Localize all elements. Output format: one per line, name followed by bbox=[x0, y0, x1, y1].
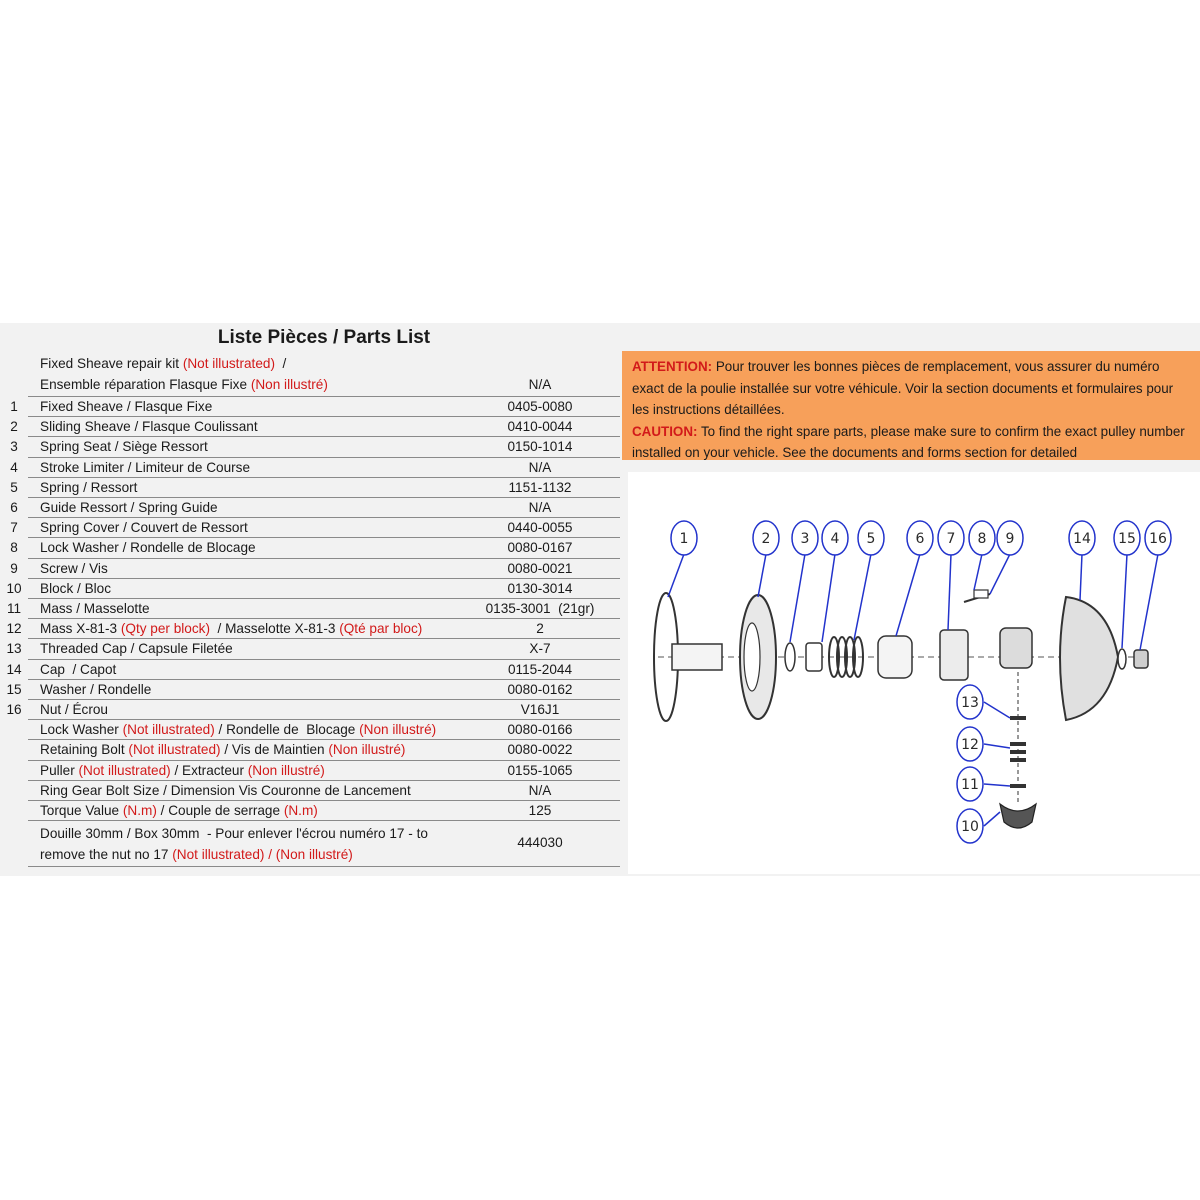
description-text: Spring / Ressort bbox=[40, 479, 138, 495]
note-text: (Qté par bloc) bbox=[339, 621, 423, 637]
part-sliding-sheave-hub bbox=[744, 623, 760, 691]
callout-label: 9 bbox=[1005, 531, 1015, 547]
row-description bbox=[40, 641, 470, 656]
caution-text: To find the right spare parts, please make sure to confirm the exact pulley number installed on your vehicle. See the documents and forms section for detailed bbox=[632, 423, 1185, 460]
description-text: / Extracteur bbox=[170, 762, 248, 778]
description-text: Washer / Rondelle bbox=[40, 681, 152, 697]
row-part-number: X-7 bbox=[529, 641, 551, 657]
description-text: Spring Seat / Siège Ressort bbox=[40, 439, 208, 455]
description-text: / bbox=[274, 356, 287, 371]
row-part-number: 0150-1014 bbox=[507, 439, 573, 455]
part-spring bbox=[829, 637, 863, 677]
parts-row bbox=[0, 821, 620, 867]
row-description bbox=[40, 353, 470, 395]
callout-label: 5 bbox=[866, 531, 876, 547]
description-text: Ring Gear Bolt Size / Dimension Vis Couronne de Lancement bbox=[40, 782, 411, 798]
exploded-diagram-drawing bbox=[628, 472, 1200, 874]
attention-label: ATTENTION: bbox=[632, 359, 713, 374]
callout-10 bbox=[957, 809, 1000, 843]
part-block bbox=[1000, 804, 1036, 828]
part-mass bbox=[1010, 784, 1026, 788]
row-description bbox=[40, 540, 470, 555]
callout-16 bbox=[1140, 521, 1171, 650]
row-description bbox=[40, 520, 470, 535]
note-text: (Not illustrated) bbox=[182, 356, 275, 371]
row-number: 7 bbox=[10, 520, 18, 536]
callout-label: 2 bbox=[761, 531, 771, 547]
parts-row bbox=[0, 619, 620, 639]
row-number: 15 bbox=[6, 681, 22, 697]
callout-label: 6 bbox=[915, 531, 925, 547]
description-text: Nut / Écrou bbox=[40, 702, 108, 717]
row-number: 16 bbox=[6, 702, 22, 717]
callout-4 bbox=[822, 521, 848, 642]
parts-row bbox=[0, 417, 620, 437]
callout-6 bbox=[896, 521, 933, 636]
description-text: Spring Cover / Couvert de Ressort bbox=[40, 520, 248, 536]
description-text: / Masselotte X-81-3 bbox=[209, 621, 340, 637]
parts-row bbox=[0, 397, 620, 417]
row-number: 13 bbox=[6, 641, 22, 657]
part-shaft bbox=[672, 644, 722, 670]
note-text: (Not illustrated) bbox=[128, 742, 221, 758]
row-number: 14 bbox=[6, 661, 22, 677]
caution-label: CAUTION: bbox=[632, 423, 698, 439]
description-text: Puller bbox=[40, 762, 79, 778]
row-part-number: N/A bbox=[528, 459, 552, 475]
description-text: / Couple de serrage bbox=[156, 803, 284, 818]
row-description bbox=[40, 702, 470, 717]
description-text: Sliding Sheave / Flasque Coulissant bbox=[40, 419, 258, 435]
part-spring-seat bbox=[785, 643, 795, 671]
description-text: Ensemble réparation Flasque Fixe bbox=[40, 377, 251, 392]
row-part-number: 0440-0055 bbox=[507, 520, 573, 536]
callout-label: 4 bbox=[830, 531, 840, 547]
parts-row bbox=[0, 720, 620, 740]
callout-label: 11 bbox=[961, 777, 979, 793]
row-part-number: 0080-0162 bbox=[507, 681, 573, 697]
row-part-number: 0155-1065 bbox=[507, 762, 573, 778]
row-part-number: N/A bbox=[528, 377, 552, 392]
callout-label: 16 bbox=[1149, 531, 1167, 547]
callout-label: 1 bbox=[679, 531, 689, 547]
callout-label: 13 bbox=[961, 695, 979, 711]
row-part-number: 444030 bbox=[517, 835, 563, 851]
parts-row bbox=[0, 801, 620, 821]
callout-11 bbox=[957, 767, 1010, 801]
row-description bbox=[40, 722, 470, 737]
parts-row bbox=[0, 761, 620, 781]
row-description bbox=[40, 399, 470, 414]
part-lock-washer bbox=[974, 590, 988, 598]
row-number: 8 bbox=[10, 540, 18, 556]
note-text: (Not illustrated) bbox=[122, 722, 215, 738]
parts-row bbox=[0, 639, 620, 659]
part-washer bbox=[1118, 649, 1126, 669]
row-part-number: 0135-3001 (21gr) bbox=[485, 601, 595, 616]
row-description bbox=[40, 763, 470, 778]
callout-5 bbox=[854, 521, 884, 640]
callout-13 bbox=[957, 685, 1010, 719]
row-number: 10 bbox=[6, 580, 22, 596]
description-text: Torque Value bbox=[40, 803, 123, 818]
description-text: Lock Washer bbox=[40, 722, 123, 738]
row-number: 3 bbox=[10, 439, 18, 455]
part-mass-x81-b bbox=[1010, 750, 1026, 754]
row-description bbox=[40, 662, 470, 677]
row-description bbox=[40, 601, 470, 616]
callout-8 bbox=[969, 521, 995, 590]
row-description bbox=[40, 480, 470, 495]
parts-row bbox=[0, 458, 620, 478]
attention-text: Pour trouver les bonnes pièces de remplacement, vous assurer du numéro exact de la poulie installée sur votre véhicule. Voir la section documents et formulaires pour les instructions détaillées. bbox=[632, 359, 1174, 417]
parts-row bbox=[0, 579, 620, 599]
callout-2 bbox=[753, 521, 779, 597]
note-text: (Qty per block) bbox=[120, 621, 210, 637]
description-text: / Vis de Maintien bbox=[220, 742, 329, 758]
description-text: Cap / Capot bbox=[40, 661, 117, 677]
callout-label: 8 bbox=[977, 531, 987, 547]
callout-label: 15 bbox=[1118, 531, 1136, 547]
parts-row bbox=[0, 680, 620, 700]
note-text: (Non illustré) bbox=[250, 377, 328, 392]
row-description bbox=[40, 682, 470, 697]
parts-row bbox=[0, 437, 620, 457]
row-description bbox=[40, 439, 470, 454]
callout-1 bbox=[668, 521, 697, 597]
row-part-number: 0080-0167 bbox=[507, 540, 573, 556]
callout-15 bbox=[1114, 521, 1140, 648]
row-divider bbox=[28, 866, 620, 867]
callout-label: 10 bbox=[961, 819, 979, 835]
row-description bbox=[40, 460, 470, 475]
row-description bbox=[40, 561, 470, 576]
description-text: Fixed Sheave repair kit bbox=[40, 356, 183, 371]
row-number: 6 bbox=[10, 500, 18, 515]
callout-14 bbox=[1069, 521, 1095, 600]
row-part-number: 0410-0044 bbox=[507, 419, 573, 435]
row-part-number: 0080-0166 bbox=[507, 722, 573, 738]
row-number: 11 bbox=[6, 601, 22, 616]
description-text: Lock Washer / Rondelle de Blocage bbox=[40, 540, 256, 556]
part-spring-guide bbox=[878, 636, 912, 678]
description-text: Douille 30mm / Box 30mm - Pour enlever l'écrou numéro 17 - to bbox=[40, 826, 428, 842]
description-text: Fixed Sheave / Flasque Fixe bbox=[40, 399, 213, 414]
description-text: Screw / Vis bbox=[40, 560, 108, 576]
parts-row bbox=[0, 781, 620, 801]
parts-row bbox=[0, 700, 620, 720]
row-part-number: N/A bbox=[528, 500, 552, 515]
note-text: (Non illustré) bbox=[359, 722, 437, 738]
part-cap bbox=[1060, 597, 1118, 720]
part-nut bbox=[1134, 650, 1148, 668]
note-text: (Not illustrated) / (Non illustré) bbox=[172, 847, 353, 863]
row-part-number: 125 bbox=[528, 803, 552, 818]
page-title: Liste Pièces / Parts List bbox=[217, 327, 431, 348]
part-stroke-limiter bbox=[806, 643, 822, 671]
callout-label: 14 bbox=[1073, 531, 1091, 547]
note-text: (Non illustré) bbox=[328, 742, 406, 758]
parts-row bbox=[0, 660, 620, 680]
parts-row bbox=[0, 559, 620, 579]
callout-label: 12 bbox=[961, 737, 979, 753]
description-text: Retaining Bolt bbox=[40, 742, 129, 758]
callout-label: 7 bbox=[946, 531, 956, 547]
parts-row bbox=[0, 478, 620, 498]
row-description bbox=[40, 783, 470, 798]
part-threaded-cap bbox=[1010, 716, 1026, 720]
row-number: 2 bbox=[10, 419, 18, 435]
note-text: (N.m) bbox=[283, 803, 318, 818]
part-mass-x81-a bbox=[1010, 742, 1026, 746]
parts-row bbox=[0, 740, 620, 760]
description-text: Mass / Masselotte bbox=[40, 601, 150, 616]
exploded-diagram bbox=[628, 472, 1200, 874]
row-part-number: 0130-3014 bbox=[507, 580, 573, 596]
parts-row bbox=[0, 498, 620, 518]
row-description bbox=[40, 823, 470, 865]
notice-box bbox=[622, 351, 1200, 460]
row-number: 1 bbox=[10, 399, 18, 414]
description-text: remove the nut no 17 bbox=[40, 847, 173, 863]
description-text: Threaded Cap / Capsule Filetée bbox=[40, 641, 233, 657]
part-mass-x81-c bbox=[1010, 758, 1026, 762]
row-description bbox=[40, 621, 470, 636]
parts-row bbox=[0, 538, 620, 558]
row-part-number: 0405-0080 bbox=[507, 399, 573, 414]
row-description bbox=[40, 500, 470, 515]
description-text: Stroke Limiter / Limiteur de Course bbox=[40, 459, 251, 475]
row-part-number: 2 bbox=[536, 621, 544, 637]
description-text: Mass X-81-3 bbox=[40, 621, 121, 637]
row-number: 12 bbox=[6, 621, 22, 637]
part-spring-cover bbox=[940, 630, 968, 680]
parts-row bbox=[0, 599, 620, 619]
part-block-top bbox=[1000, 628, 1032, 668]
note-text: (Non illustré) bbox=[247, 762, 325, 778]
parts-row bbox=[0, 351, 620, 397]
row-part-number: 0115-2044 bbox=[508, 661, 572, 677]
description-text: / Rondelle de Blocage bbox=[214, 722, 360, 738]
callout-label: 3 bbox=[800, 531, 810, 547]
row-part-number: 0080-0021 bbox=[507, 560, 573, 576]
row-description bbox=[40, 581, 470, 596]
row-description bbox=[40, 803, 470, 818]
row-number: 4 bbox=[10, 459, 18, 475]
note-text: (Not illustrated) bbox=[78, 762, 171, 778]
note-text: (N.m) bbox=[122, 803, 157, 818]
callout-7 bbox=[938, 521, 964, 630]
callout-12 bbox=[957, 727, 1010, 761]
description-text: Guide Ressort / Spring Guide bbox=[40, 500, 218, 515]
description-text: Block / Bloc bbox=[40, 580, 112, 596]
row-description bbox=[40, 742, 470, 757]
parts-row bbox=[0, 518, 620, 538]
row-number: 5 bbox=[10, 479, 18, 495]
row-part-number: 0080-0022 bbox=[507, 742, 573, 758]
row-part-number: N/A bbox=[528, 782, 552, 798]
row-part-number: 1151-1132 bbox=[508, 479, 572, 495]
row-description bbox=[40, 419, 470, 434]
row-number: 9 bbox=[10, 560, 18, 576]
callout-3 bbox=[790, 521, 818, 642]
row-part-number: V16J1 bbox=[520, 702, 560, 717]
